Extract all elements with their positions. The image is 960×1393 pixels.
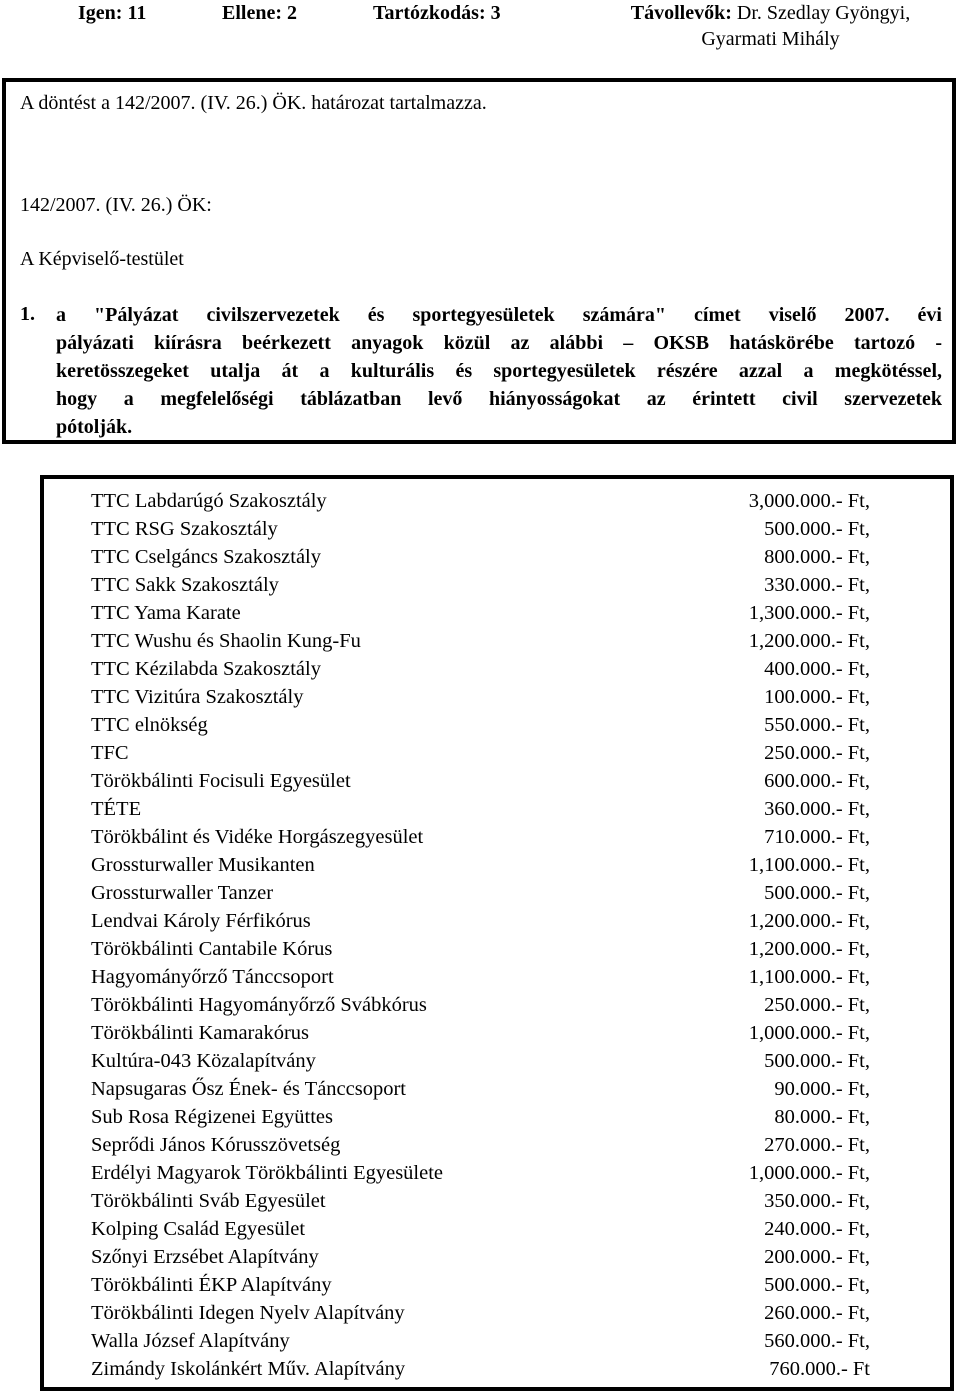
allocation-amount: 400.000.- Ft, xyxy=(764,658,870,680)
allocation-org: Lendvai Károly Férfikórus xyxy=(91,910,311,932)
allocation-org: TTC Vizitúra Szakosztály xyxy=(91,686,304,708)
allocation-org: Hagyományőrző Tánccsoport xyxy=(91,966,334,988)
allocation-row xyxy=(50,627,870,655)
resolution-paragraph xyxy=(56,301,942,441)
allocation-amount: 1,200.000.- Ft, xyxy=(748,630,870,652)
allocation-amount: 800.000.- Ft, xyxy=(764,546,870,568)
allocation-amount: 240.000.- Ft, xyxy=(764,1218,870,1240)
allocation-row xyxy=(50,1131,870,1159)
vote-abstain: Tartózkodás: 3 xyxy=(373,2,501,24)
para-line-1: a "Pályázat civilszervezetek és sportegyesületek számára" címet viselő 2007. évi xyxy=(56,304,942,326)
allocation-org: Zimándy Iskolánkért Műv. Alapítvány xyxy=(91,1358,406,1380)
allocation-row xyxy=(50,543,870,571)
allocation-row xyxy=(50,1271,870,1299)
allocation-org: Kolping Család Egyesület xyxy=(91,1218,306,1240)
allocation-org: TTC elnökség xyxy=(91,714,208,736)
allocation-org: TTC Wushu és Shaolin Kung-Fu xyxy=(91,630,361,652)
allocation-amount: 330.000.- Ft, xyxy=(764,574,870,596)
allocation-org: Törökbálinti Sváb Egyesület xyxy=(91,1190,326,1212)
vote-no: Ellene: 2 xyxy=(222,2,297,24)
allocation-amount: 1,100.000.- Ft, xyxy=(748,854,870,876)
allocation-amount: 1,200.000.- Ft, xyxy=(748,910,870,932)
para-line-3: keretösszegeket utalja át a kulturális és sportegyesületek részére azzal a megkötéssel, xyxy=(56,360,942,382)
vote-yes: Igen: 11 xyxy=(78,2,147,24)
allocation-row xyxy=(50,711,870,739)
allocation-row xyxy=(50,1243,870,1271)
allocation-amount: 500.000.- Ft, xyxy=(764,1274,870,1296)
allocation-org: Grossturwaller Musikanten xyxy=(91,854,315,876)
allocation-amount: 260.000.- Ft, xyxy=(764,1302,870,1324)
allocation-row xyxy=(50,1215,870,1243)
allocation-org: Törökbálinti Hagyományőrző Svábkórus xyxy=(91,994,427,1016)
allocation-row xyxy=(50,767,870,795)
allocation-amount: 600.000.- Ft, xyxy=(764,770,870,792)
allocation-org: Kultúra-043 Közalapítvány xyxy=(91,1050,316,1072)
allocation-org: Grossturwaller Tanzer xyxy=(91,882,274,904)
allocation-amount: 1,200.000.- Ft, xyxy=(748,938,870,960)
allocation-amount: 1,000.000.- Ft, xyxy=(748,1162,870,1184)
absent-label: Távollevők: xyxy=(630,2,732,24)
allocation-row xyxy=(50,1327,870,1355)
allocation-row xyxy=(50,655,870,683)
allocation-amount: 250.000.- Ft, xyxy=(764,742,870,764)
allocation-amount: 500.000.- Ft, xyxy=(764,518,870,540)
allocation-org: Törökbálinti Idegen Nyelv Alapítvány xyxy=(91,1302,405,1324)
allocation-org: Törökbálinti Cantabile Kórus xyxy=(91,938,333,960)
allocation-amount: 250.000.- Ft, xyxy=(764,994,870,1016)
allocation-org: TTC Cselgáncs Szakosztály xyxy=(91,546,322,568)
vote-absent xyxy=(598,0,943,52)
allocation-row xyxy=(50,795,870,823)
allocation-row xyxy=(50,1159,870,1187)
allocation-row xyxy=(50,991,870,1019)
para-number: 1. xyxy=(20,303,35,325)
allocation-row xyxy=(50,599,870,627)
allocation-amount: 80.000.- Ft, xyxy=(774,1106,870,1128)
allocation-row xyxy=(50,487,870,515)
allocation-amount: 270.000.- Ft, xyxy=(764,1134,870,1156)
resolution-body: A Képviselő-testület xyxy=(20,248,184,270)
allocation-amount: 90.000.- Ft, xyxy=(774,1078,870,1100)
allocation-org: Seprődi János Kórusszövetség xyxy=(91,1134,341,1156)
allocation-amount: 1,000.000.- Ft, xyxy=(748,1022,870,1044)
allocation-org: Törökbálinti ÉKP Alapítvány xyxy=(91,1274,332,1296)
allocation-row xyxy=(50,1355,870,1383)
decision-intro: A döntést a 142/2007. (IV. 26.) ÖK. határozat tartalmazza. xyxy=(20,92,487,114)
allocation-org: TTC Labdarúgó Szakosztály xyxy=(91,490,327,512)
allocation-amount: 560.000.- Ft, xyxy=(764,1330,870,1352)
para-line-5: pótolják. xyxy=(56,416,133,438)
allocation-row xyxy=(50,1299,870,1327)
allocation-org: TTC Kézilabda Szakosztály xyxy=(91,658,321,680)
allocation-row xyxy=(50,1075,870,1103)
allocation-org: Törökbálinti Kamarakórus xyxy=(91,1022,310,1044)
allocation-org: Törökbálint és Vidéke Horgászegyesület xyxy=(91,826,424,848)
allocation-org: Napsugaras Ősz Ének- és Tánccsoport xyxy=(91,1078,406,1100)
allocation-org: Erdélyi Magyarok Törökbálinti Egyesülete xyxy=(91,1162,444,1184)
allocation-amount: 500.000.- Ft, xyxy=(764,882,870,904)
allocation-amount: 100.000.- Ft, xyxy=(764,686,870,708)
allocation-amount: 1,300.000.- Ft, xyxy=(748,602,870,624)
allocation-row xyxy=(50,907,870,935)
para-line-2: pályázati kiírásra beérkezett anyagok közül az alábbi – OKSB hatáskörébe tartozó - xyxy=(56,332,942,354)
allocation-list xyxy=(50,487,870,1383)
allocation-amount: 360.000.- Ft, xyxy=(764,798,870,820)
absent-names-line2: Gyarmati Mihály xyxy=(701,28,840,50)
allocation-row xyxy=(50,851,870,879)
allocation-org: TTC Yama Karate xyxy=(91,602,241,624)
para-line-4: hogy a megfelelőségi táblázatban levő hiányosságokat az érintett civil szervezetek xyxy=(56,388,942,410)
allocation-amount: 550.000.- Ft, xyxy=(764,714,870,736)
allocation-amount: 200.000.- Ft, xyxy=(764,1246,870,1268)
allocation-org: TTC Sakk Szakosztály xyxy=(91,574,279,596)
allocation-row xyxy=(50,963,870,991)
allocation-amount: 1,100.000.- Ft, xyxy=(748,966,870,988)
allocation-amount: 350.000.- Ft, xyxy=(764,1190,870,1212)
vote-result-row xyxy=(0,0,960,60)
allocation-row xyxy=(50,571,870,599)
allocation-org: TÉTE xyxy=(91,798,142,820)
allocation-row xyxy=(50,515,870,543)
allocation-row xyxy=(50,823,870,851)
allocation-org: Sub Rosa Régizenei Együttes xyxy=(91,1106,333,1128)
allocation-row xyxy=(50,683,870,711)
resolution-id: 142/2007. (IV. 26.) ÖK: xyxy=(20,194,212,216)
allocation-row xyxy=(50,879,870,907)
allocation-row xyxy=(50,1187,870,1215)
allocation-row xyxy=(50,1019,870,1047)
allocation-amount: 500.000.- Ft, xyxy=(764,1050,870,1072)
allocation-amount: 760.000.- Ft xyxy=(769,1358,870,1380)
allocation-row xyxy=(50,1103,870,1131)
allocation-org: Szőnyi Erzsébet Alapítvány xyxy=(91,1246,319,1268)
allocation-org: TTC RSG Szakosztály xyxy=(91,518,278,540)
allocation-org: Törökbálinti Focisuli Egyesület xyxy=(91,770,351,792)
allocation-org: TFC xyxy=(91,742,129,764)
allocation-row xyxy=(50,935,870,963)
allocation-row xyxy=(50,1047,870,1075)
allocation-amount: 3,000.000.- Ft, xyxy=(748,490,870,512)
allocation-amount: 710.000.- Ft, xyxy=(764,826,870,848)
allocation-org: Walla József Alapítvány xyxy=(91,1330,290,1352)
allocation-row xyxy=(50,739,870,767)
absent-names-line1: Dr. Szedlay Gyöngyi, xyxy=(736,2,911,24)
